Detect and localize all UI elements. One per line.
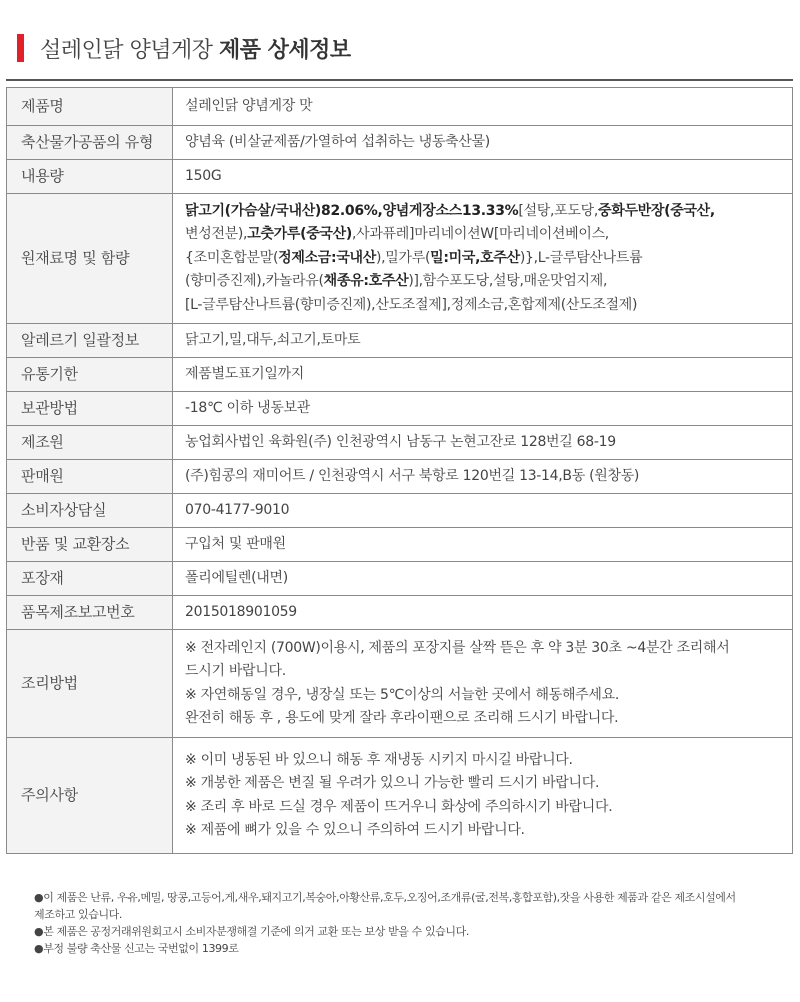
bold-segment: 채종유:호주산 xyxy=(323,273,409,290)
row-label: 조리방법 xyxy=(7,630,173,738)
row-label: 원재료명 및 함량 xyxy=(7,194,173,324)
row-value xyxy=(173,528,793,562)
value-line: 구입처 및 판매원 xyxy=(185,535,286,552)
value-line xyxy=(185,294,786,318)
title-accent-bar xyxy=(17,34,24,62)
row-value xyxy=(173,126,793,160)
table-row xyxy=(7,596,793,630)
note-line: 제조하고 있습니다. xyxy=(34,908,123,921)
row-value xyxy=(173,738,793,854)
footer-notes xyxy=(34,889,794,957)
value-line: 양념육 (비살균제품/가열하여 섭취하는 냉동축산물) xyxy=(185,133,490,150)
value-line: ※ 제품에 뼈가 있을 수 있으니 주의하여 드시기 바랍니다. xyxy=(185,822,525,838)
note-line: ●이 제품은 난류, 우유,메밀, 땅콩,고등어,게,새우,돼지고기,복숭아,아황산류,호두,오징어,조개류(굴,전복,홍합포함),잣을 사용한 제품과 같은 제조시설에서 xyxy=(34,891,736,904)
bold-segment: 닭고기(가슴살/국내산)82.06%,양념게장소스13.33% xyxy=(185,202,519,219)
value-line xyxy=(185,270,786,294)
header-divider xyxy=(6,79,793,81)
row-value xyxy=(173,194,793,324)
text-segment: )},L-글루탐산나트륨 xyxy=(519,249,643,266)
row-value xyxy=(173,358,793,392)
table-row xyxy=(7,160,793,194)
table-row xyxy=(7,630,793,738)
value-line xyxy=(185,200,786,224)
title-normal: 설레인닭 양념게장 xyxy=(40,37,220,63)
row-label: 제조원 xyxy=(7,426,173,460)
value-line: ※ 개봉한 제품은 변질 될 우려가 있으니 가능한 빨리 드시기 바랍니다. xyxy=(185,775,600,791)
bold-segment: 고춧가루(중국산) xyxy=(247,226,352,243)
row-label: 품목제조보고번호 xyxy=(7,596,173,630)
table-row xyxy=(7,194,793,324)
text-segment: (향미증진제),카놀라유( xyxy=(185,273,324,290)
row-value xyxy=(173,88,793,126)
bold-segment: 정제소금:국내산 xyxy=(278,249,376,266)
table-row xyxy=(7,528,793,562)
value-line: 2015018901059 xyxy=(185,603,297,620)
text-segment: 변성전분), xyxy=(185,226,248,243)
value-line: 150G xyxy=(185,167,222,184)
row-label: 유통기한 xyxy=(7,358,173,392)
text-segment: ,사과퓨레]마리네이션W[마리네이션베이스, xyxy=(351,226,609,243)
value-line: 완전히 해동 후 , 용도에 맞게 잘라 후라이팬으로 조리해 드시기 바랍니다. xyxy=(185,710,619,726)
table-row xyxy=(7,126,793,160)
row-label: 축산물가공품의 유형 xyxy=(7,126,173,160)
table-row xyxy=(7,460,793,494)
row-label: 소비자상담실 xyxy=(7,494,173,528)
value-line: ※ 전자레인지 (700W)이용시, 제품의 포장지를 살짝 뜯은 후 약 3분 30초 ~4분간 조리해서 xyxy=(185,639,730,656)
row-label: 주의사항 xyxy=(7,738,173,854)
product-info-table xyxy=(6,87,793,854)
row-label: 보관방법 xyxy=(7,392,173,426)
value-line: ※ 이미 냉동된 바 있으니 해동 후 재냉동 시키지 마시길 바랍니다. xyxy=(185,751,573,768)
title-bold: 제품 상세정보 xyxy=(219,37,351,63)
text-segment: [L-글루탐산나트륨(향미증진제),산도조절제],정제소금,혼합제제(산도조절제) xyxy=(185,296,638,313)
page-header xyxy=(17,33,351,63)
value-line: 닭고기,밀,대두,쇠고기,토마토 xyxy=(185,331,361,348)
row-value xyxy=(173,392,793,426)
text-segment: ),밀가루( xyxy=(376,249,431,266)
value-line: -18℃ 이하 냉동보관 xyxy=(185,399,311,416)
table-row xyxy=(7,426,793,460)
table-row xyxy=(7,562,793,596)
value-line xyxy=(185,223,786,247)
value-line: ※ 자연해동일 경우, 냉장실 또는 5℃이상의 서늘한 곳에서 해동해주세요. xyxy=(185,686,620,703)
row-value xyxy=(173,460,793,494)
row-value xyxy=(173,426,793,460)
row-label: 판매원 xyxy=(7,460,173,494)
value-line xyxy=(185,247,786,271)
row-value xyxy=(173,596,793,630)
table-row xyxy=(7,738,793,854)
table-row xyxy=(7,88,793,126)
row-label: 반품 및 교환장소 xyxy=(7,528,173,562)
row-label: 포장재 xyxy=(7,562,173,596)
page-title xyxy=(40,33,351,64)
row-value xyxy=(173,630,793,738)
text-segment: )],함수포도당,설탕,매운맛엄지제, xyxy=(408,273,608,290)
value-line: 드시기 바랍니다. xyxy=(185,663,286,679)
table-row xyxy=(7,392,793,426)
row-value xyxy=(173,324,793,358)
row-value xyxy=(173,494,793,528)
bold-segment: 밀:미국,호주산 xyxy=(430,249,520,266)
text-segment: [설탕,포도당, xyxy=(518,202,599,219)
value-line: 제품별도표기일까지 xyxy=(185,365,305,382)
value-line: 폴리에틸렌(내면) xyxy=(185,569,288,586)
note-line: ●본 제품은 공정거래위원회고시 소비자분쟁해결 기준에 의거 교환 또는 보상 받을 수 있습니다. xyxy=(34,925,469,938)
bold-segment: 중화두반장(중국산, xyxy=(598,202,715,219)
row-value xyxy=(173,562,793,596)
table-row xyxy=(7,358,793,392)
value-line: 설레인닭 양념게장 맛 xyxy=(185,97,313,114)
row-label: 제품명 xyxy=(7,88,173,126)
value-line: (주)힘콩의 재미어트 / 인천광역시 서구 북항로 120번길 13-14,B동 (원창동) xyxy=(185,467,640,484)
row-label: 내용량 xyxy=(7,160,173,194)
row-label: 알레르기 일괄정보 xyxy=(7,324,173,358)
table-row xyxy=(7,324,793,358)
row-value xyxy=(173,160,793,194)
value-line: 농업회사법인 육화원(주) 인천광역시 남동구 논현고잔로 128번길 68-19 xyxy=(185,433,616,450)
table-row xyxy=(7,494,793,528)
note-line: ●부정 불량 축산물 신고는 국번없이 1399로 xyxy=(34,942,239,955)
value-line: ※ 조리 후 바로 드실 경우 제품이 뜨거우니 화상에 주의하시기 바랍니다. xyxy=(185,798,613,815)
value-line: 070-4177-9010 xyxy=(185,501,290,518)
text-segment: {조미혼합분말( xyxy=(185,249,279,266)
